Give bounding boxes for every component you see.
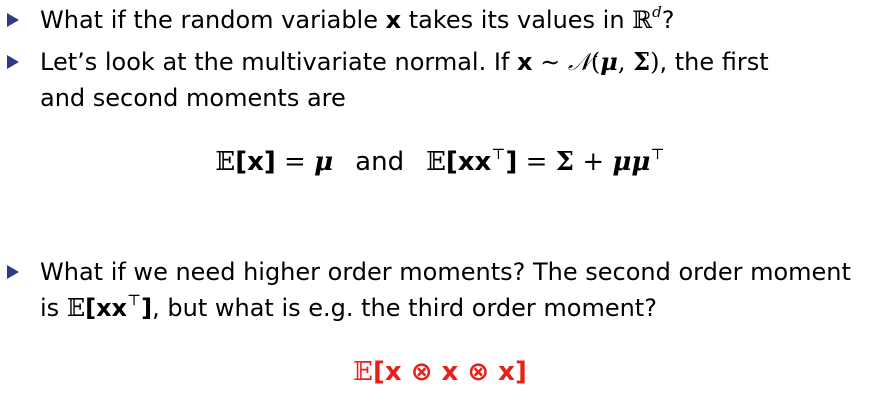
expectation-symbol: 𝔼: [426, 147, 446, 177]
plus-symbol: +: [574, 147, 613, 177]
bullet-item-2: [0, 44, 880, 116]
transpose-symbol: ⊤: [491, 145, 506, 163]
bullet-text-2-line-2: and second moments are: [40, 84, 346, 112]
sigma-symbol: Σ: [555, 147, 575, 177]
bullet2-text-after: , the first: [659, 48, 769, 76]
transpose-symbol: ⊤: [650, 145, 665, 163]
expectation-symbol: 𝔼: [353, 357, 373, 387]
bullet2-text-before: Let’s look at the multivariate normal. If: [40, 48, 518, 76]
bullet1-reals-symbol: ℝ: [632, 6, 653, 34]
expectation-symbol: 𝔼: [215, 147, 236, 177]
expectation-xx: [xx: [445, 147, 492, 177]
bullet1-text-mid: takes its values in: [401, 6, 633, 34]
expectation-xx: [xx: [85, 294, 128, 322]
bullet2-sigma-symbol: Σ: [633, 47, 651, 76]
mu-mu-symbol: μμ: [612, 147, 651, 177]
third-moment-equation: [0, 352, 880, 392]
bullet-text-1: [40, 2, 866, 38]
bullet-triangle-icon: [7, 13, 19, 27]
expectation-x: [x]: [235, 147, 276, 177]
bullet2-var-x: x: [517, 48, 533, 76]
bullet2-mu-symbol: μ: [600, 47, 618, 76]
bullet3-text-before: is: [40, 294, 67, 322]
close-bracket: ]: [505, 147, 518, 177]
equals-symbol: =: [275, 147, 315, 177]
close-bracket: ]: [141, 294, 153, 322]
bullet1-var-x: x: [385, 6, 402, 34]
bullet-text-3-line-2: [40, 290, 866, 326]
bullet2-normal-symbol: 𝒩: [567, 48, 591, 76]
bullet1-text-after: ?: [661, 6, 675, 34]
bullet-item-3: [0, 254, 880, 326]
third-moment-expression: [x ⊗ x ⊗ x]: [372, 357, 527, 387]
expectation-symbol: 𝔼: [66, 294, 86, 322]
bullet-text-3-line-1: What if we need higher order moments? The second order moment: [40, 258, 851, 286]
bullet-triangle-icon: [7, 55, 19, 69]
bullet-text-2-line-1: [40, 44, 866, 80]
bullet1-text-before: What if the random variable: [40, 6, 386, 34]
bullet2-close-paren: ): [650, 48, 660, 76]
equals-symbol: =: [517, 147, 556, 177]
and-word: and: [355, 147, 405, 177]
bullet3-text-after: , but what is e.g. the third order moment?: [152, 294, 657, 322]
bullet2-comma: ,: [617, 48, 634, 76]
transpose-symbol: ⊤: [127, 291, 142, 309]
bullet-triangle-icon: [7, 265, 19, 279]
mu-symbol: μ: [314, 147, 334, 177]
moments-equation: [0, 142, 880, 182]
bullet1-dimension-d: d: [652, 3, 662, 21]
bullet2-sim-symbol: ∼: [532, 48, 568, 76]
bullet2-open-paren: (: [590, 48, 601, 76]
